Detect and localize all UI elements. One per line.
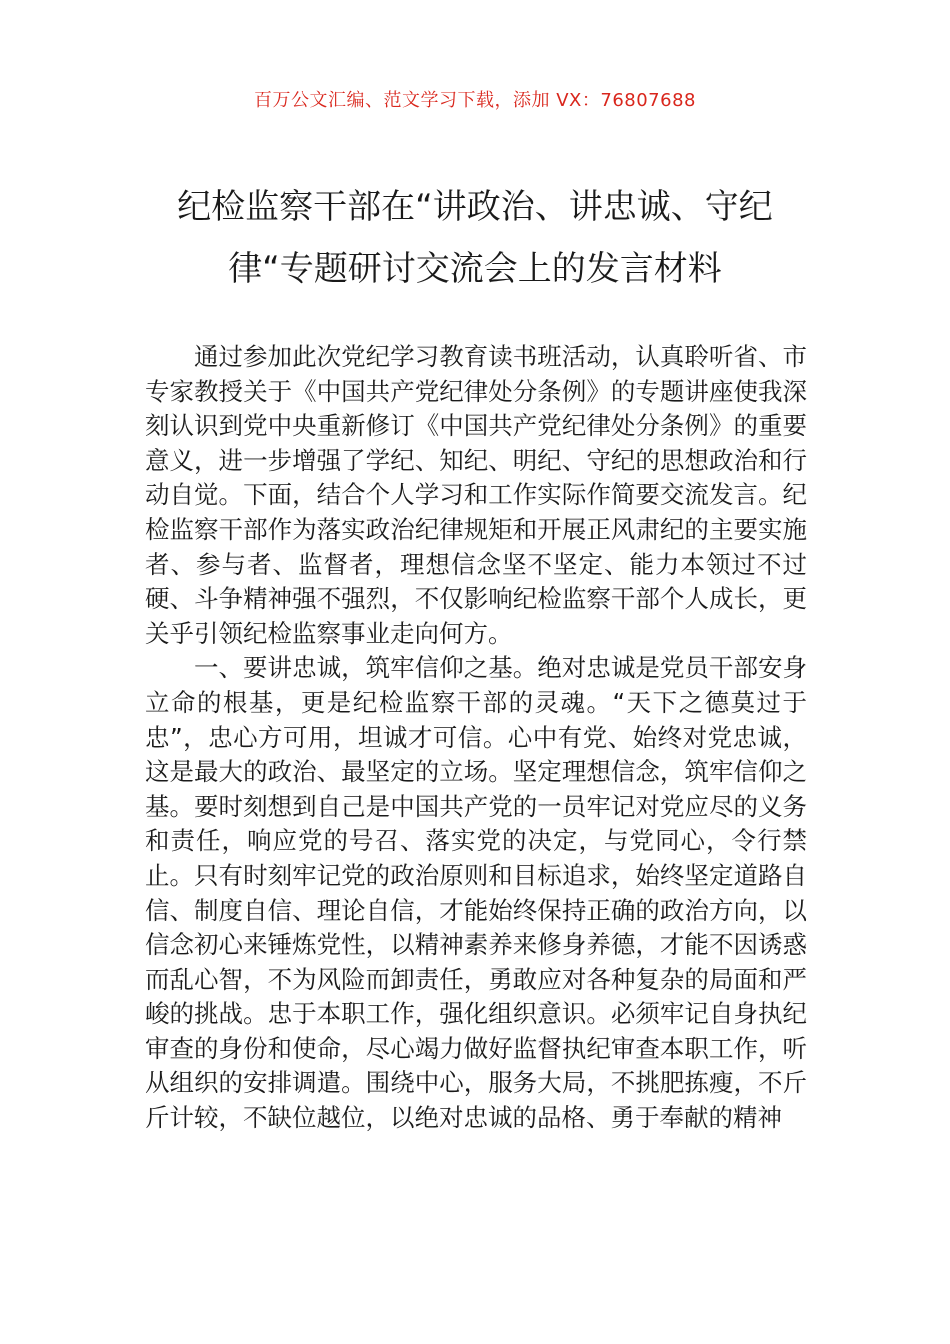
paragraph-section-1: 一、要讲忠诚，筑牢信仰之基。绝对忠诚是党员干部安身立命的根基，更是纪检监察干部的灵魂。“天下之德莫过于忠”，忠心方可用，坦诚才可信。心中有党、始终对党忠诚，这是最大的政治、最坚定的立场。坚定理想信念，筑牢信仰之基。要时刻想到自己是中国共产党的一员牢记对党应尽的义务和责任，响应党的号召、落实党的决定，与党同心，令行禁止。只有时刻牢记党的政治原则和目标追求，始终坚定道路自信、制度自信、理论自信，才能始终保持正确的政治方向，以信念初心来锤炼党性，以精神素养来修身养德，才能不因诱惑而乱心智，不为风险而卸责任，勇敢应对各种复杂的局面和严峻的挑战。忠于本职工作，强化组织意识。必须牢记自身执纪审查的身份和使命，尽心竭力做好监督执纪审查本职工作，听从组织的安排调遣。围绕中心，服务大局，不挑肥拣瘦，不斤斤计较，不缺位越位，以绝对忠诚的品格、勇于奉献的精神 [145,653,807,1133]
title-line-2: 律“专题研讨交流会上的发言材料 [228,249,722,289]
paragraph-intro: 通过参加此次党纪学习教育读书班活动，认真聆听省、市专家教授关于《中国共产党纪律处分条例》的专题讲座使我深刻认识到党中央重新修订《中国共产党纪律处分条例》的重要意义，进一步增强了学纪、知纪、明纪、守纪的思想政治和行动自觉。下面，结合个人学习和工作实际作简要交流发言。纪检监察干部作为落实政治纪律规矩和开展正风肃纪的主要实施者、参与者、监督者，理想信念坚不坚定、能力本领过不过硬、斗争精神强不强烈，不仅影响纪检监察干部个人成长，更关乎引领纪检监察事业走向何方。 [145,342,807,648]
document-title [140,176,810,300]
document-body [145,340,807,1136]
title-line-1: 纪检监察干部在“讲政治、讲忠诚、守纪 [177,187,773,227]
header-watermark-note: 百万公文汇编、范文学习下载，添加 VX：76807688 [254,90,696,111]
